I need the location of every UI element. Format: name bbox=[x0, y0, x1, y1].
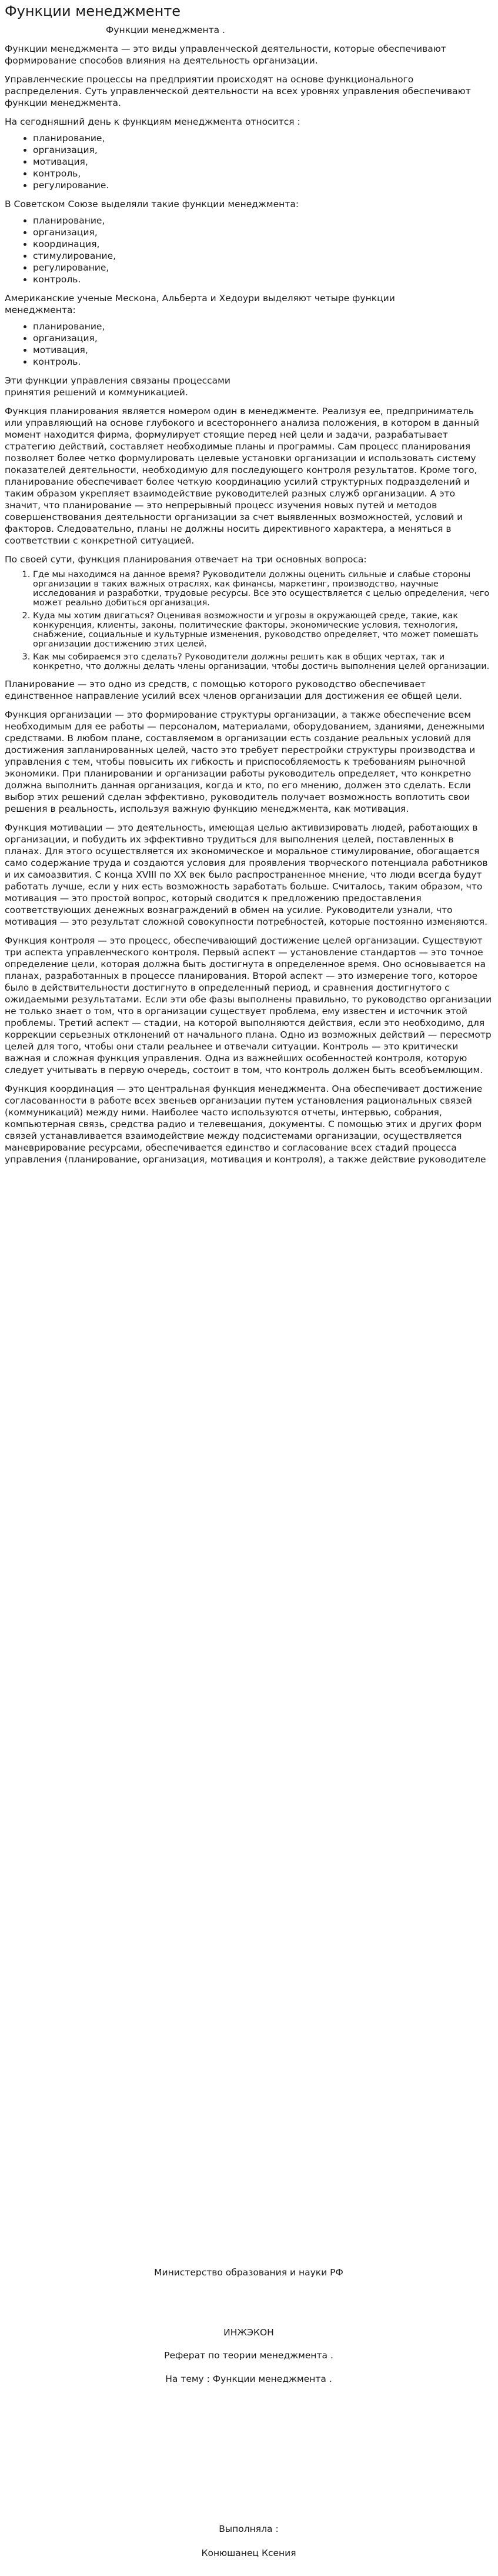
list-item: • контроль, bbox=[33, 168, 493, 179]
list-item: • организация, bbox=[33, 332, 493, 344]
list-item: • мотивация, bbox=[33, 156, 493, 168]
subtitle: Функции менеджмента . bbox=[106, 25, 225, 35]
list-item: • контроль. bbox=[33, 356, 493, 368]
intro-paragraph-1: Функции менеджмента — это виды управленческой деятельности, которые обеспечивают формирование способов влияния на деятельность организации. bbox=[5, 44, 446, 66]
list-item: • планирование, bbox=[33, 132, 493, 144]
planning-means-paragraph: Планирование — это одно из средств, с помощью которого руководство обеспечивает единственное направление усилий всех членов организации для достижения ее общей цели. bbox=[5, 679, 462, 701]
title-page-header bbox=[5, 2267, 493, 2278]
institute-line: ИНЖЭКОН bbox=[223, 2327, 274, 2338]
list-item: • организация, bbox=[33, 144, 493, 156]
list-item: • планирование, bbox=[33, 215, 493, 226]
list-item: 1. Где мы находимся на данное время? Руководители должны оценить сильные и слабые стороны организации в таких важных отраслях, как финансы, маркетинг, производство, научные исследования и разработки, трудовые ресурсы. Все это осуществляется с целью определения, чего может реально добиться организация. bbox=[33, 570, 493, 608]
soviet-functions-lead: В Советском Союзе выделяли такие функции менеджмента: bbox=[5, 199, 299, 209]
soviet-functions-list bbox=[5, 215, 493, 285]
topic-line: На тему : Функции менеджмента . bbox=[165, 2374, 332, 2384]
control-paragraph: Функция контроля — это процесс, обеспечивающий достижение целей организации. Существуют три аспекта управленческого контроля. Первый аспект — установление стандартов — это точное определение цели, которая должна быть достигнута в определенное время. Оно основывается на планах, разработанных в процессе планирования. Второй аспект — это измерение того, которое было в действительности достигнуто в определенный период, и сравнения достигнутого с ожидаемыми результатами. Если эти обе фазы выполнены правильно, то руководство организации не только знает о том, что в организации существует проблема, ему известен и источник этой проблемы. Третий аспект — стадии, на которой выполняются действия, если это необходимо, для коррекции серьезных отклонений от начального плана. Одно из возможных действий — пересмотр целей для того, чтобы они стали реальнее и отвечали ситуации. Контроль — это критически важная и сложная функция управления. Одна из важнейших особенностей контроля, которую следует учитывать в первую очередь, состоит в том, что контроль должен быть всеобъемлющим. bbox=[5, 935, 492, 1075]
title-page-author bbox=[5, 2547, 493, 2559]
title-page-institute bbox=[5, 2327, 493, 2338]
planning-paragraph: Функция планирования является номером один в менеджменте. Реализуя ее, предприниматель или управляющий на основе глубокого и всестороннего анализа положения, в котором в данный момент находится фирма, формулирует стоящие перед ней цели и задачи, разрабатывает стратегию действий, составляет необходимые планы и программы. Сам процесс планирования позволяет более четко формулировать целевые установки организации и использовать систему показателей деятельности, необходимую для последующего контроля результатов. Кроме того, планирование обеспечивает более четкую координацию усилий структурных подразделений и таким образом укрепляет взаимодействие руководителей разных служб организации. А это значит, что планирование — это непрерывный процесс изучения новых путей и методов совершенствования деятельности организации за счет выявленных возможностей, условий и факторов. Следовательно, планы не должны носить директивного характера, а меняться в соответствии с конкретной ситуацией. bbox=[5, 406, 479, 546]
motivation-paragraph: Функция мотивации — это деятельность, имеющая целью активизировать людей, работающих в организации, и побудить их эффективно трудиться для выполнения целей, поставленных в планах. Для этого осуществляется их экономическое и моральное стимулирование, обогащается само содержание труда и создаются условия для проявления творческого потенциала работников и их самоазвития. С конца XVIII по XX век было распространенное мнение, что люди всегда будут работать лучше, если у них есть возможность заработать больше. Считалось, таким образом, что мотивация — это простой вопрос, который сводится к предложению предоставления соответствующих денежных вознаграждений в обмен на усилие. Руководители узнали, что мотивация — это результат сложной совокупности потребностей, которые постоянно изменяются. bbox=[5, 822, 488, 927]
title-page-performed bbox=[5, 2523, 493, 2535]
list-item: • регулирование. bbox=[33, 179, 493, 191]
ministry-line: Министерство образования и науки РФ bbox=[154, 2267, 343, 2278]
organization-paragraph: Функция организации — это формирование структуры организации, а также обеспечение всем необходимым для ее работы — персоналом, материалами, оборудованием, зданиями, денежными средствами. В любом плане, составляемом в организации есть создание реальных условий для достижения запланированных целей, часто это требует перестройки структуры производства и управления с тем, чтобы повысить их гибкость и приспособляемость к требованиям рыночной экономики. При планировании и организации работы руководитель определяет, что конкретно должна выполнить данная организация, когда и кто, по его мнению, должен это сделать. Если выбор этих решений сделан эффективно, руководитель получает возможность воплотить свои решения в реальность, используя важную функцию менеджмента, как мотивация. bbox=[5, 709, 485, 814]
list-item: • мотивация, bbox=[33, 344, 493, 356]
page-title: Функции менеджменте bbox=[5, 3, 181, 19]
essay-line: Реферат по теории менеджмента . bbox=[164, 2350, 333, 2361]
list-item: 3. Как мы собираемся это сделать? Руководители должны решить как в общих чертах, так и конкретно, что должны делать члены организации, чтобы достичь выполнения целей организации. bbox=[33, 652, 493, 671]
today-functions-list bbox=[5, 132, 493, 191]
coordination-paragraph: Функция координация — это центральная функция менеджмента. Она обеспечивает достижение согласованности в работе всех звеньев организации путем установления рациональных связей (коммуникаций) между ними. Наиболее часто используются отчеты, интервью, собрания, компьютерная связь, средства радио и телевещания, документы. С помощью этих и других форм связей устанавливается взаимодействие между подсистемами организации, осуществляется маневрирование ресурсами, обеспечивается единство и согласование всех стадий процесса управления (планирование, организация, мотивация и контроля), а также действие руководителе bbox=[5, 1084, 486, 1165]
title-page-topic bbox=[5, 2373, 493, 2385]
questions-list bbox=[5, 570, 493, 671]
list-item: • стимулирование, bbox=[33, 250, 493, 262]
connected-paragraph: Эти функции управления связаны процессами принятия решений и коммуникацией. bbox=[5, 375, 230, 398]
list-item: • регулирование, bbox=[33, 262, 493, 274]
questions-lead: По своей сути, функция планирования отвечает на три основных вопроса: bbox=[5, 554, 367, 565]
list-item: • организация, bbox=[33, 226, 493, 238]
intro-paragraph-2: Управленческие процессы на предприятии происходят на основе функционального распределения. Суть управленческой деятельности на всех уровнях управления обеспечивают функции менеджмента. bbox=[5, 74, 471, 108]
american-functions-lead: Американские ученые Мескона, Альберта и Хедоури выделяют четыре функции менеджмента: bbox=[5, 293, 395, 315]
list-item: • контроль. bbox=[33, 274, 493, 285]
today-functions-lead: На сегодняшний день к функциям менеджмента относится : bbox=[5, 116, 300, 127]
author-line: Конюшанец Ксения bbox=[201, 2548, 296, 2558]
performed-line: Выполняла : bbox=[219, 2524, 279, 2534]
title-page-essay bbox=[5, 2350, 493, 2361]
list-item: • планирование, bbox=[33, 321, 493, 332]
list-item: 2. Куда мы хотим двигаться? Оценивая возможности и угрозы в окружающей среде, такие, как конкуренция, клиенты, законы, политические факторы, экономические условия, технология, снабжение, социальные и культурные изменения, руководство определяет, что может помешать организации достижению этих целей. bbox=[33, 611, 493, 649]
document-body bbox=[5, 0, 493, 1172]
list-item: • координация, bbox=[33, 238, 493, 250]
american-functions-list bbox=[5, 321, 493, 368]
